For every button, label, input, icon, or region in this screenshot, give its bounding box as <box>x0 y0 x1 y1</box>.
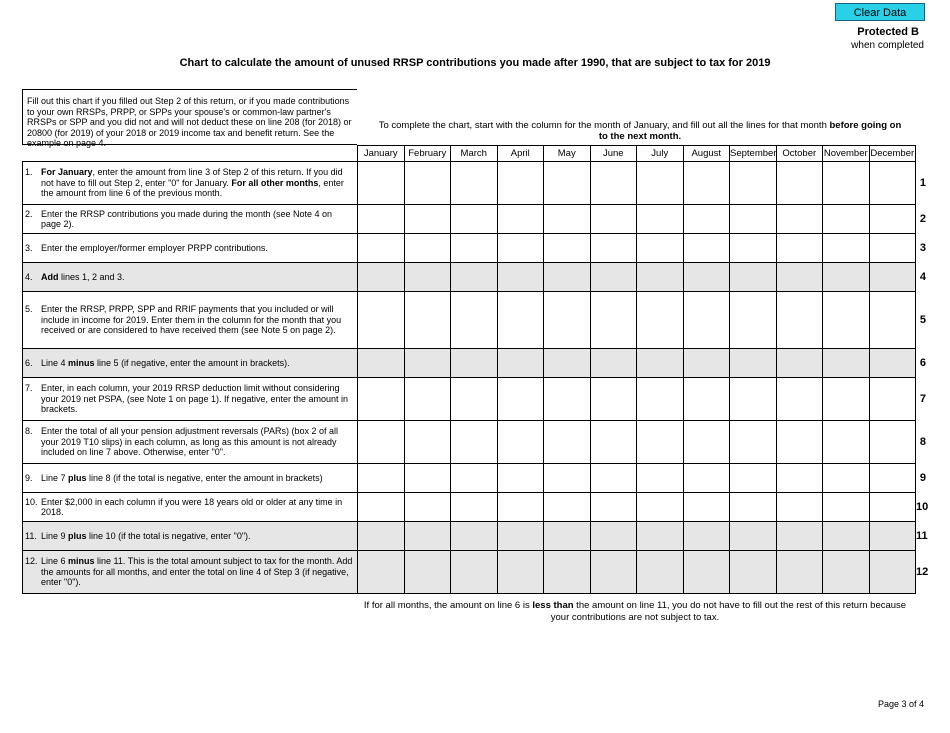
month-header: April <box>497 146 544 162</box>
line-number: 11 <box>916 530 928 542</box>
amount-cell[interactable] <box>683 205 730 234</box>
line-description: Enter the employer/former employer PRPP contributions. <box>41 242 268 253</box>
amount-cell[interactable] <box>497 464 544 493</box>
amount-cell[interactable] <box>451 349 498 378</box>
amount-cell[interactable] <box>451 421 498 464</box>
amount-cell[interactable] <box>683 421 730 464</box>
line-item-number: 2. <box>25 208 33 219</box>
month-header: July <box>637 146 684 162</box>
line-description: Line 6 minus line 11. This is the total amount subject to tax for the month. Add the amounts for all months, and enter the total on line 4 of Step 3 (if negative, enter "0"). <box>41 556 353 588</box>
footnote: If for all months, the amount on line 6 is less than the amount on line 11, you do not have to fill out the rest of this return because your contributions are not subject to tax. <box>363 600 907 623</box>
amount-cell[interactable] <box>776 292 823 349</box>
amount-cell[interactable] <box>497 421 544 464</box>
amount-cell[interactable] <box>730 421 777 464</box>
amount-cell[interactable] <box>823 349 870 378</box>
amount-cell[interactable] <box>358 551 405 594</box>
amount-cell[interactable] <box>590 551 637 594</box>
amount-cell[interactable] <box>776 378 823 421</box>
amount-cell[interactable] <box>358 234 405 263</box>
amount-cell[interactable] <box>823 464 870 493</box>
amount-cell[interactable] <box>869 292 916 349</box>
amount-cell[interactable] <box>404 292 451 349</box>
amount-cell[interactable] <box>776 551 823 594</box>
amount-cell[interactable] <box>637 551 684 594</box>
line-label <box>23 205 358 234</box>
amount-cell[interactable] <box>358 421 405 464</box>
line-item-number: 6. <box>25 357 33 368</box>
line-number: 4 <box>919 271 926 283</box>
month-header: September <box>730 146 777 162</box>
line-item-number: 10. <box>25 496 38 507</box>
amount-cell[interactable] <box>497 292 544 349</box>
month-header: January <box>358 146 405 162</box>
chart-line-row <box>23 421 929 464</box>
amount-cell[interactable] <box>823 493 870 522</box>
amount-cell[interactable] <box>590 349 637 378</box>
amount-cell[interactable] <box>451 551 498 594</box>
line-number: 8 <box>919 436 926 448</box>
amount-cell[interactable] <box>404 464 451 493</box>
amount-cell[interactable] <box>869 551 916 594</box>
amount-cell[interactable] <box>776 349 823 378</box>
amount-cell[interactable] <box>683 378 730 421</box>
header-blank <box>23 146 358 162</box>
amount-cell[interactable] <box>451 205 498 234</box>
amount-cell[interactable] <box>637 292 684 349</box>
chart-line-row <box>23 551 929 594</box>
when-completed-label: when completed <box>851 40 924 51</box>
amount-cell[interactable] <box>869 464 916 493</box>
line-number: 12 <box>916 566 929 578</box>
intro-text: Fill out this chart if you filled out Step 2 of this return, or if you made contributions to your own RRSPs, PRPP, or SPPs your spouse's or common-law partner's RRSPs or SPP and you did not and will not deduct these on line 208 (for 2018) or 20800 (for 2019) of your 2018 or 2019 income tax and benefit return. See the example on page 4. <box>22 89 357 145</box>
amount-cell[interactable] <box>590 234 637 263</box>
amount-cell[interactable] <box>451 162 498 205</box>
amount-cell[interactable] <box>776 205 823 234</box>
page-number: Page 3 of 4 <box>877 699 924 709</box>
chart-line-row <box>23 349 929 378</box>
chart-body <box>23 162 929 594</box>
month-header: May <box>544 146 591 162</box>
amount-cell[interactable] <box>404 234 451 263</box>
amount-cell[interactable] <box>358 464 405 493</box>
amount-cell[interactable] <box>404 493 451 522</box>
amount-cell[interactable] <box>497 493 544 522</box>
amount-cell[interactable] <box>404 551 451 594</box>
amount-cell[interactable] <box>358 292 405 349</box>
amount-cell[interactable] <box>823 551 870 594</box>
amount-cell[interactable] <box>869 493 916 522</box>
line-item-number: 11. <box>25 530 37 541</box>
line-label <box>23 162 358 205</box>
rrsp-chart <box>22 145 929 594</box>
chart-line-row <box>23 493 929 522</box>
amount-cell[interactable] <box>544 421 591 464</box>
line-number: 9 <box>919 472 926 484</box>
amount-cell[interactable] <box>730 378 777 421</box>
amount-cell[interactable] <box>590 292 637 349</box>
line-item-number: 1. <box>25 167 33 178</box>
line-description: Enter $2,000 in each column if you were 18 years old or older at any time in 2018. <box>41 496 343 517</box>
line-description: For January, enter the amount from line 3 of Step 2 of this return. If you did not have to fill out Step 2, enter "0" for January. For all other months, enter the amount from line 6 of the previous month. <box>41 167 344 199</box>
amount-cell[interactable] <box>776 522 823 551</box>
amount-cell[interactable] <box>869 263 916 292</box>
month-header-row <box>23 146 929 162</box>
amount-cell[interactable] <box>497 378 544 421</box>
amount-cell[interactable] <box>776 464 823 493</box>
line-description: Enter the RRSP contributions you made during the month (see Note 4 on page 2). <box>41 208 333 229</box>
amount-cell[interactable] <box>404 263 451 292</box>
chart-instruction: To complete the chart, start with the column for the month of January, and fill out all the lines for that month before going on to the next month. <box>378 120 902 142</box>
amount-cell[interactable] <box>544 464 591 493</box>
line-description: Line 4 minus line 5 (if negative, enter the amount in brackets). <box>41 357 290 368</box>
line-item-number: 8. <box>25 426 33 437</box>
amount-cell[interactable] <box>590 464 637 493</box>
amount-cell[interactable] <box>544 263 591 292</box>
chart-line-row <box>23 522 929 551</box>
amount-cell[interactable] <box>730 522 777 551</box>
line-label <box>23 522 358 551</box>
amount-cell[interactable] <box>730 205 777 234</box>
amount-cell[interactable] <box>776 421 823 464</box>
line-item-number: 5. <box>25 304 33 315</box>
amount-cell[interactable] <box>637 263 684 292</box>
line-label <box>23 551 358 594</box>
amount-cell[interactable] <box>358 349 405 378</box>
amount-cell[interactable] <box>823 378 870 421</box>
month-header: August <box>683 146 730 162</box>
amount-cell[interactable] <box>358 493 405 522</box>
amount-cell[interactable] <box>869 522 916 551</box>
amount-cell[interactable] <box>823 205 870 234</box>
amount-cell[interactable] <box>590 263 637 292</box>
line-item-number: 3. <box>25 242 33 253</box>
chart-line-row <box>23 378 929 421</box>
amount-cell[interactable] <box>590 522 637 551</box>
amount-cell[interactable] <box>869 421 916 464</box>
line-number: 1 <box>919 177 926 189</box>
header-corner <box>916 146 929 162</box>
amount-cell[interactable] <box>869 234 916 263</box>
amount-cell[interactable] <box>683 263 730 292</box>
amount-cell[interactable] <box>358 205 405 234</box>
line-item-number: 12. <box>25 556 38 567</box>
amount-cell[interactable] <box>683 234 730 263</box>
chart-line-row <box>23 234 929 263</box>
protected-b-label: Protected B <box>857 26 919 38</box>
line-description: Enter the total of all your pension adjustment reversals (PARs) (box 2 of all your 2019 T10 slips) in each column, as long as this amount is not already included on line 7 above. Otherwise, enter "0". <box>41 426 338 458</box>
amount-cell[interactable] <box>544 378 591 421</box>
amount-cell[interactable] <box>823 162 870 205</box>
amount-cell[interactable] <box>637 349 684 378</box>
amount-cell[interactable] <box>358 263 405 292</box>
line-number: 7 <box>919 393 926 405</box>
amount-cell[interactable] <box>637 421 684 464</box>
line-item-number: 4. <box>25 271 33 282</box>
line-label <box>23 234 358 263</box>
line-label <box>23 378 358 421</box>
amount-cell[interactable] <box>590 378 637 421</box>
amount-cell[interactable] <box>451 263 498 292</box>
amount-cell[interactable] <box>776 263 823 292</box>
amount-cell[interactable] <box>544 162 591 205</box>
amount-cell[interactable] <box>637 378 684 421</box>
month-header: November <box>823 146 870 162</box>
amount-cell[interactable] <box>637 522 684 551</box>
amount-cell[interactable] <box>869 349 916 378</box>
amount-cell[interactable] <box>404 349 451 378</box>
amount-cell[interactable] <box>869 378 916 421</box>
line-description: Enter, in each column, your 2019 RRSP deduction limit without considering your 2019 net PSPA, (see Note 1 on page 1). If negative, enter the amount in brackets. <box>41 383 349 415</box>
amount-cell[interactable] <box>869 205 916 234</box>
amount-cell[interactable] <box>451 522 498 551</box>
amount-cell[interactable] <box>404 378 451 421</box>
amount-cell[interactable] <box>730 551 777 594</box>
month-header: June <box>590 146 637 162</box>
chart-line-row <box>23 263 929 292</box>
amount-cell[interactable] <box>730 263 777 292</box>
line-label <box>23 421 358 464</box>
month-header: February <box>404 146 451 162</box>
amount-cell[interactable] <box>544 234 591 263</box>
line-label <box>23 493 358 522</box>
amount-cell[interactable] <box>544 349 591 378</box>
amount-cell[interactable] <box>497 205 544 234</box>
line-item-number: 7. <box>25 383 33 394</box>
amount-cell[interactable] <box>683 522 730 551</box>
amount-cell[interactable] <box>451 464 498 493</box>
month-header: October <box>776 146 823 162</box>
month-header: March <box>451 146 498 162</box>
line-label <box>23 464 358 493</box>
amount-cell[interactable] <box>497 349 544 378</box>
amount-cell[interactable] <box>497 234 544 263</box>
amount-cell[interactable] <box>451 493 498 522</box>
amount-cell[interactable] <box>497 551 544 594</box>
amount-cell[interactable] <box>683 493 730 522</box>
line-description: Add lines 1, 2 and 3. <box>41 271 125 282</box>
amount-cell[interactable] <box>497 522 544 551</box>
amount-cell[interactable] <box>497 263 544 292</box>
amount-cell[interactable] <box>544 205 591 234</box>
line-description: Line 9 plus line 10 (if the total is negative, enter "0"). <box>41 530 251 541</box>
amount-cell[interactable] <box>730 234 777 263</box>
chart-line-row <box>23 292 929 349</box>
amount-cell[interactable] <box>823 421 870 464</box>
line-number: 5 <box>919 314 926 326</box>
amount-cell[interactable] <box>451 378 498 421</box>
amount-cell[interactable] <box>544 292 591 349</box>
amount-cell[interactable] <box>730 349 777 378</box>
amount-cell[interactable] <box>730 162 777 205</box>
line-description: Enter the RRSP, PRPP, SPP and RRIF payments that you included or will include in income for 2019. Enter them in the column for the month that you received or are considered to have received them (see Note 5 on page 2). <box>41 304 342 336</box>
amount-cell[interactable] <box>823 292 870 349</box>
amount-cell[interactable] <box>544 551 591 594</box>
amount-cell[interactable] <box>358 378 405 421</box>
amount-cell[interactable] <box>730 292 777 349</box>
line-number: 3 <box>919 242 926 254</box>
amount-cell[interactable] <box>637 205 684 234</box>
page-title: Chart to calculate the amount of unused RRSP contributions you made after 1990, that are subject to tax for 2019 <box>179 57 771 69</box>
amount-cell[interactable] <box>404 421 451 464</box>
chart-line-row <box>23 162 929 205</box>
line-label <box>23 292 358 349</box>
amount-cell[interactable] <box>683 162 730 205</box>
line-number: 10 <box>916 501 929 513</box>
amount-cell[interactable] <box>637 493 684 522</box>
amount-cell[interactable] <box>776 234 823 263</box>
amount-cell[interactable] <box>637 464 684 493</box>
amount-cell[interactable] <box>730 493 777 522</box>
amount-cell[interactable] <box>404 522 451 551</box>
line-description: Line 7 plus line 8 (if the total is negative, enter the amount in brackets) <box>41 472 323 483</box>
amount-cell[interactable] <box>404 205 451 234</box>
amount-cell[interactable] <box>544 522 591 551</box>
amount-cell[interactable] <box>590 421 637 464</box>
amount-cell[interactable] <box>544 493 591 522</box>
amount-cell[interactable] <box>823 263 870 292</box>
line-number: 6 <box>919 357 926 369</box>
amount-cell[interactable] <box>683 551 730 594</box>
amount-cell[interactable] <box>590 493 637 522</box>
amount-cell[interactable] <box>776 162 823 205</box>
amount-cell[interactable] <box>637 234 684 263</box>
amount-cell[interactable] <box>823 234 870 263</box>
amount-cell[interactable] <box>404 162 451 205</box>
amount-cell[interactable] <box>358 162 405 205</box>
line-label <box>23 263 358 292</box>
chart-line-row <box>23 205 929 234</box>
amount-cell[interactable] <box>451 234 498 263</box>
amount-cell[interactable] <box>730 464 777 493</box>
amount-cell[interactable] <box>683 292 730 349</box>
amount-cell[interactable] <box>497 162 544 205</box>
line-label <box>23 349 358 378</box>
amount-cell[interactable] <box>590 162 637 205</box>
amount-cell[interactable] <box>683 349 730 378</box>
amount-cell[interactable] <box>869 162 916 205</box>
amount-cell[interactable] <box>637 162 684 205</box>
amount-cell[interactable] <box>451 292 498 349</box>
clear-data-button[interactable]: Clear Data <box>835 3 925 21</box>
amount-cell[interactable] <box>776 493 823 522</box>
month-header: December <box>869 146 916 162</box>
chart-line-row <box>23 464 929 493</box>
amount-cell[interactable] <box>683 464 730 493</box>
line-number: 2 <box>919 213 926 225</box>
line-item-number: 9. <box>25 472 33 483</box>
amount-cell[interactable] <box>590 205 637 234</box>
amount-cell[interactable] <box>358 522 405 551</box>
amount-cell[interactable] <box>823 522 870 551</box>
